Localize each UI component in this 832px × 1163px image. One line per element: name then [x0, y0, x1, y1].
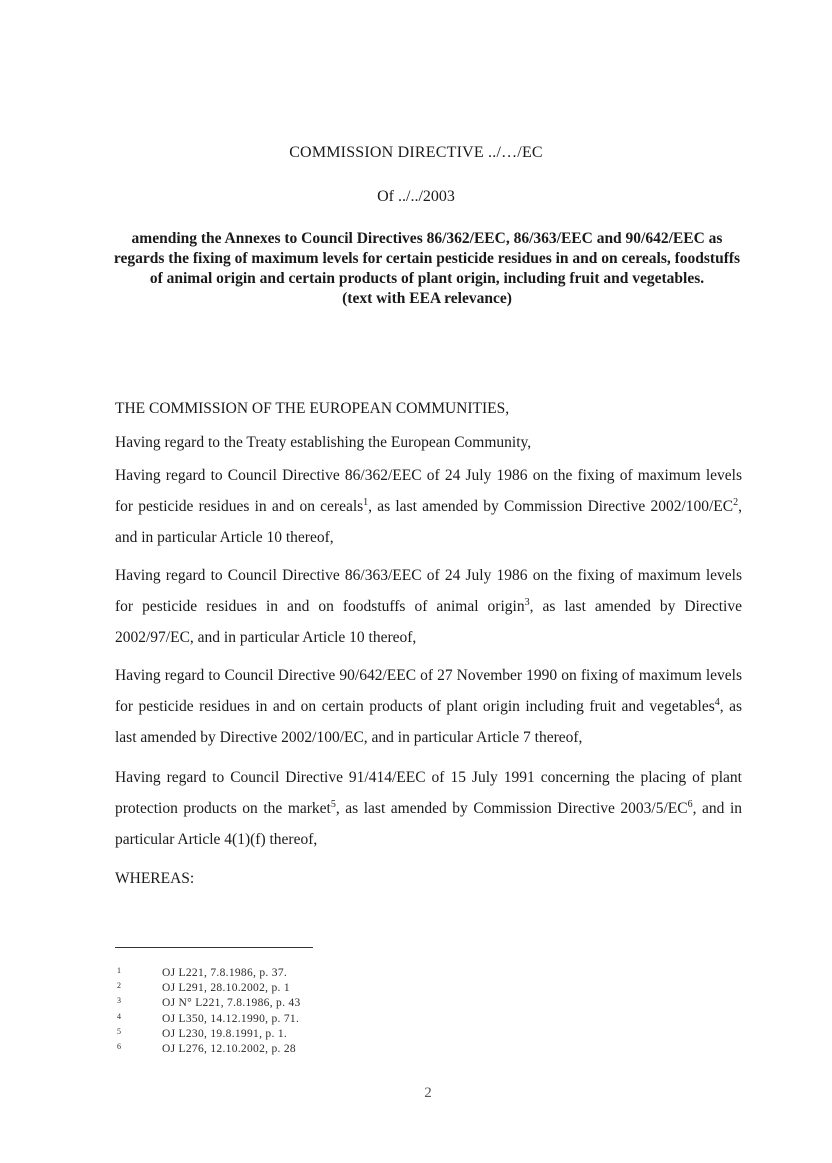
- footnote-number: 4: [117, 1011, 121, 1021]
- footnote-ref[interactable]: 1: [363, 497, 369, 508]
- footnote-text: OJ L350, 14.12.1990, p. 71.: [162, 1012, 300, 1025]
- document-subject: [112, 229, 742, 309]
- recital-text: Having regard to Council Directive 90/642/EEC of 27 November 1990 on fixing of maximum levels for pesticide residues in and on certain products of plant origin including fruit and vegetables: [115, 667, 742, 715]
- footnote-number: 2: [117, 981, 121, 991]
- recital-text: Having regard to Council Directive 86/363/EEC of 24 July 1986 on the fixing of maximum levels for pesticide residues in and on foodstuffs of animal origin: [115, 567, 742, 615]
- eea-relevance-note: (text with EEA relevance): [342, 290, 512, 307]
- footnote-text: OJ L276, 12.10.2002, p. 28: [162, 1042, 296, 1055]
- footnote-number: 6: [117, 1041, 121, 1051]
- footnote-text: OJ L230, 19.8.1991, p. 1.: [162, 1027, 288, 1040]
- footnote-ref[interactable]: 4: [714, 697, 720, 708]
- footnote-item: [115, 1012, 415, 1027]
- recital-text: , as last amended by Commission Directive 2003/5/EC: [335, 800, 688, 817]
- footnote-item: [115, 996, 415, 1011]
- page-number: 2: [424, 1085, 432, 1101]
- footnote-item: [115, 1042, 415, 1057]
- footnote-ref[interactable]: 5: [330, 799, 336, 810]
- recital-text: , and in particular Article 10 thereof,: [115, 498, 742, 546]
- footnote-item: [115, 981, 415, 996]
- footnote-number: 5: [117, 1026, 121, 1036]
- recital-text: , as last amended by Directive 2002/100/EC, and in particular Article 7 thereof,: [115, 698, 742, 746]
- footnote-separator: [115, 947, 313, 948]
- footnotes-list: [115, 966, 415, 1057]
- recital-86-362: [115, 460, 742, 553]
- footnote-ref[interactable]: 6: [687, 799, 693, 810]
- footnote-number: 1: [117, 966, 121, 975]
- subject-text: amending the Annexes to Council Directives 86/362/EEC, 86/363/EEC and 90/642/EEC as regards the fixing of maximum levels for certain pesticide residues in and on cereals, foodstuffs of animal origin and certain products of plant origin, including fruit and vegetables.: [113, 230, 741, 287]
- footnote-text: OJ L221, 7.8.1986, p. 37.: [162, 967, 288, 979]
- commission-heading: THE COMMISSION OF THE EUROPEAN COMMUNITIES,: [115, 400, 510, 417]
- recital-treaty: Having regard to the Treaty establishing the European Community,: [115, 434, 532, 451]
- recital-text: , as last amended by Directive 2002/97/EC, and in particular Article 10 thereof,: [115, 598, 742, 646]
- footnote-item: [115, 966, 415, 981]
- recital-90-642: [115, 660, 742, 753]
- recital-86-363: [115, 560, 742, 653]
- footnote-text: OJ N° L221, 7.8.1986, p. 43: [162, 997, 301, 1010]
- recital-text: Having regard to Council Directive 86/362/EEC of 24 July 1986 on the fixing of maximum levels for pesticide residues in and on cereals: [115, 467, 742, 515]
- document-title: COMMISSION DIRECTIVE ../…/EC: [289, 144, 543, 161]
- whereas-heading: WHEREAS:: [115, 870, 195, 887]
- document-date: Of ../../2003: [377, 188, 455, 205]
- recital-text: , and in particular Article 4(1)(f) thereof,: [115, 800, 742, 848]
- footnote-ref[interactable]: 2: [733, 497, 739, 508]
- recital-text: , as last amended by Commission Directive 2002/100/EC: [368, 498, 734, 515]
- footnote-ref[interactable]: 3: [524, 597, 530, 608]
- footnote-number: 3: [117, 996, 121, 1006]
- footnote-item: [115, 1027, 415, 1042]
- footnote-text: OJ L291, 28.10.2002, p. 1: [162, 982, 290, 995]
- recital-91-414: [115, 762, 742, 855]
- recital-text: Having regard to Council Directive 91/414/EEC of 15 July 1991 concerning the placing of plant protection products on the market: [115, 769, 742, 817]
